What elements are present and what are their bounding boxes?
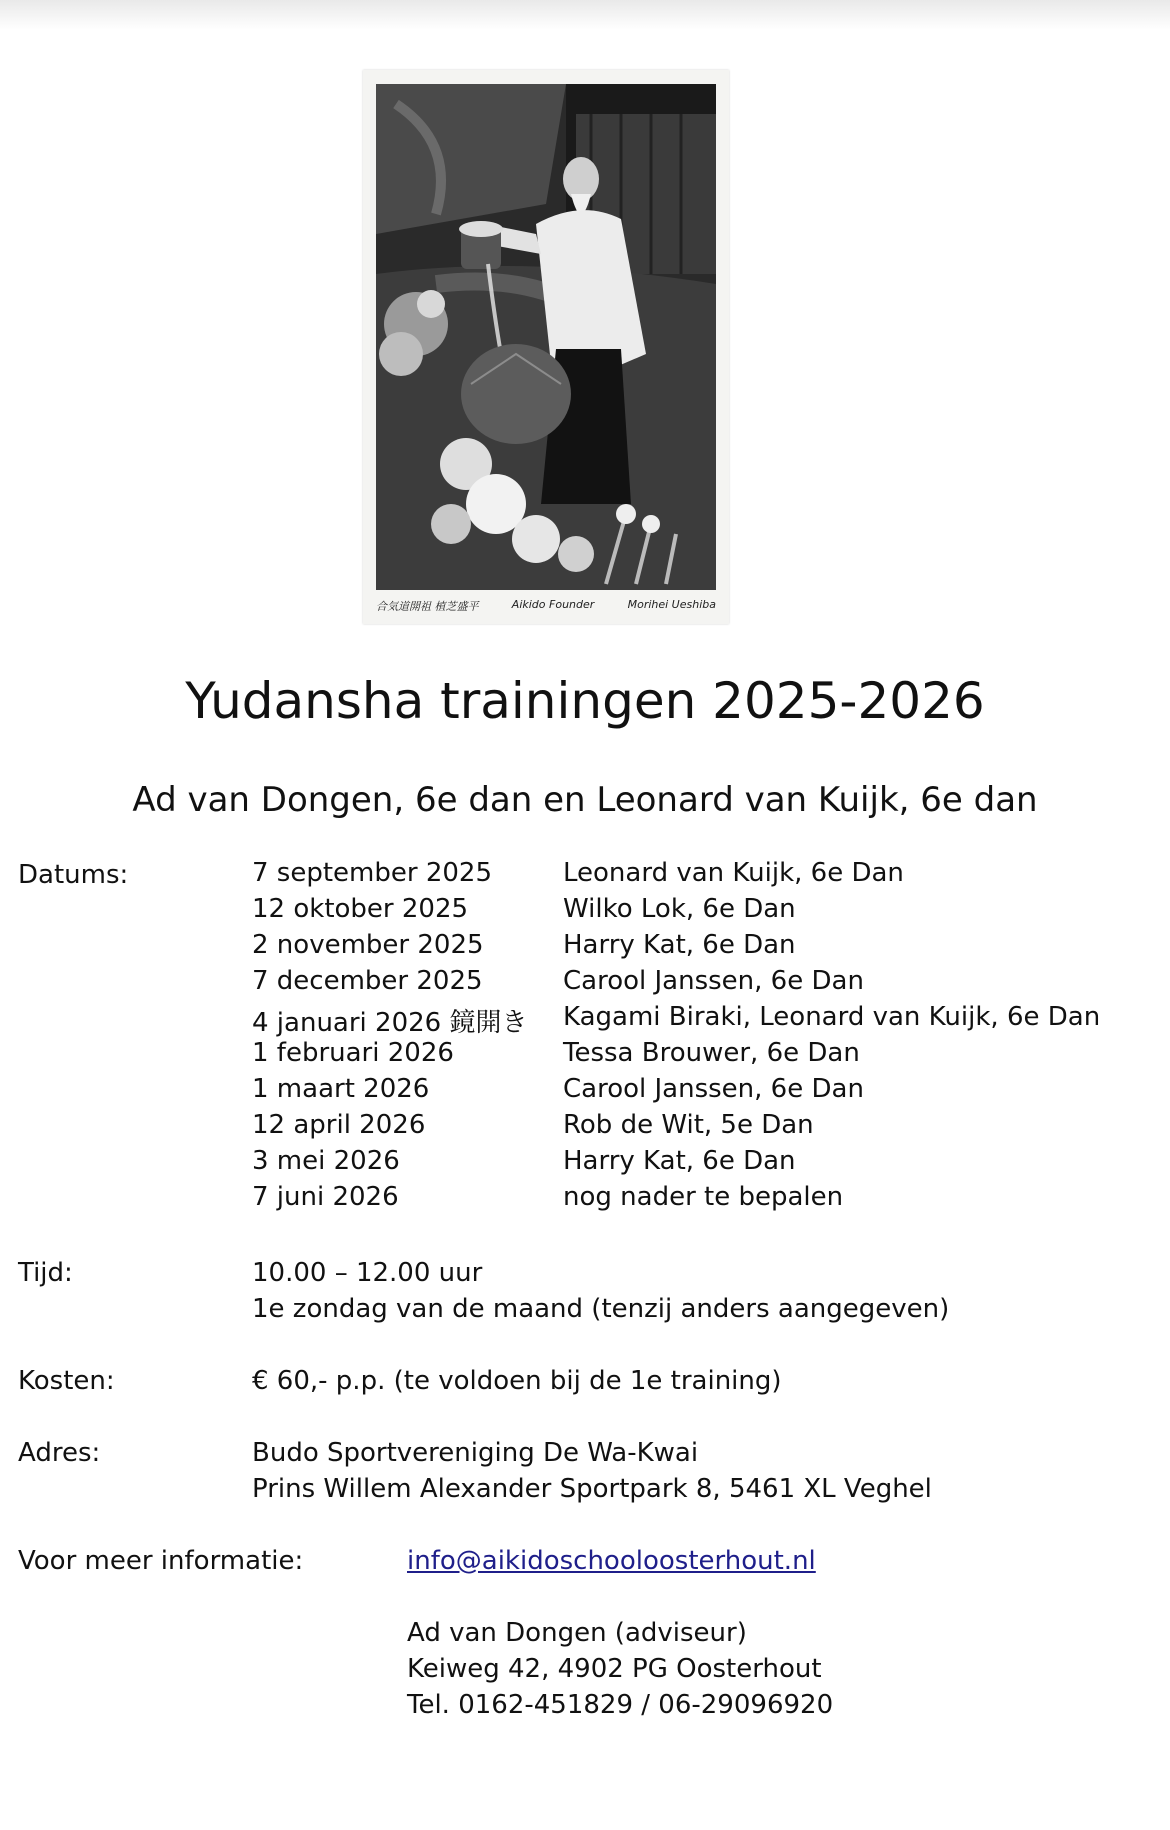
schedule-teacher: Wilko Lok, 6e Dan [563, 894, 796, 924]
schedule-date: 4 januari 2026 鏡開き [252, 1008, 528, 1038]
caption-name: Morihei Ueshiba [627, 598, 716, 611]
schedule-teacher: Rob de Wit, 5e Dan [563, 1110, 814, 1140]
schedule-teacher: Carool Janssen, 6e Dan [563, 1074, 864, 1104]
caption-japanese: 合気道開祖 植芝盛平 [376, 600, 479, 613]
schedule-date: 7 juni 2026 [252, 1182, 399, 1212]
adres-club: Budo Sportvereniging De Wa-Kwai [252, 1438, 699, 1468]
contact-phone: Tel. 0162-451829 / 06-29096920 [407, 1690, 834, 1720]
schedule-teacher: Carool Janssen, 6e Dan [563, 966, 864, 996]
schedule-teacher: Leonard van Kuijk, 6e Dan [563, 858, 904, 888]
contact-name: Ad van Dongen (adviseur) [407, 1618, 747, 1648]
kosten-label: Kosten: [18, 1366, 115, 1396]
schedule-teacher: Tessa Brouwer, 6e Dan [563, 1038, 860, 1068]
schedule-date: 1 maart 2026 [252, 1074, 430, 1104]
schedule-date: 7 december 2025 [252, 966, 483, 996]
page-title: Yudansha trainingen 2025-2026 [185, 672, 985, 730]
caption-founder: Aikido Founder [511, 598, 595, 611]
schedule-teacher: Harry Kat, 6e Dan [563, 930, 796, 960]
photo-caption [376, 598, 716, 614]
schedule-date: 7 september 2025 [252, 858, 492, 888]
schedule-date: 2 november 2025 [252, 930, 484, 960]
top-shade [0, 0, 1170, 30]
schedule-date: 3 mei 2026 [252, 1146, 400, 1176]
schedule-date: 12 oktober 2025 [252, 894, 469, 924]
schedule-date: 12 april 2026 [252, 1110, 426, 1140]
tijd-note: 1e zondag van de maand (tenzij anders aangegeven) [252, 1294, 950, 1324]
datums-label: Datums: [18, 860, 129, 890]
schedule-date: 1 februari 2026 [252, 1038, 454, 1068]
adres-label: Adres: [18, 1438, 101, 1468]
page-subtitle: Ad van Dongen, 6e dan en Leonard van Kuijk, 6e dan [132, 780, 1038, 820]
info-label: Voor meer informatie: [18, 1546, 304, 1576]
contact-address: Keiweg 42, 4902 PG Oosterhout [407, 1654, 822, 1684]
tijd-time: 10.00 – 12.00 uur [252, 1258, 483, 1288]
email-link[interactable]: info@aikidoschooloosterhout.nl [407, 1546, 816, 1576]
schedule-teacher: Harry Kat, 6e Dan [563, 1146, 796, 1176]
founder-photo-card [363, 70, 729, 624]
adres-street: Prins Willem Alexander Sportpark 8, 5461 XL Veghel [252, 1474, 932, 1504]
kosten-value: € 60,- p.p. (te voldoen bij de 1e training) [252, 1366, 782, 1396]
founder-photo [376, 84, 716, 590]
schedule-teacher: Kagami Biraki, Leonard van Kuijk, 6e Dan [563, 1002, 1101, 1032]
tijd-label: Tijd: [18, 1258, 73, 1288]
schedule-teacher: nog nader te bepalen [563, 1182, 844, 1212]
